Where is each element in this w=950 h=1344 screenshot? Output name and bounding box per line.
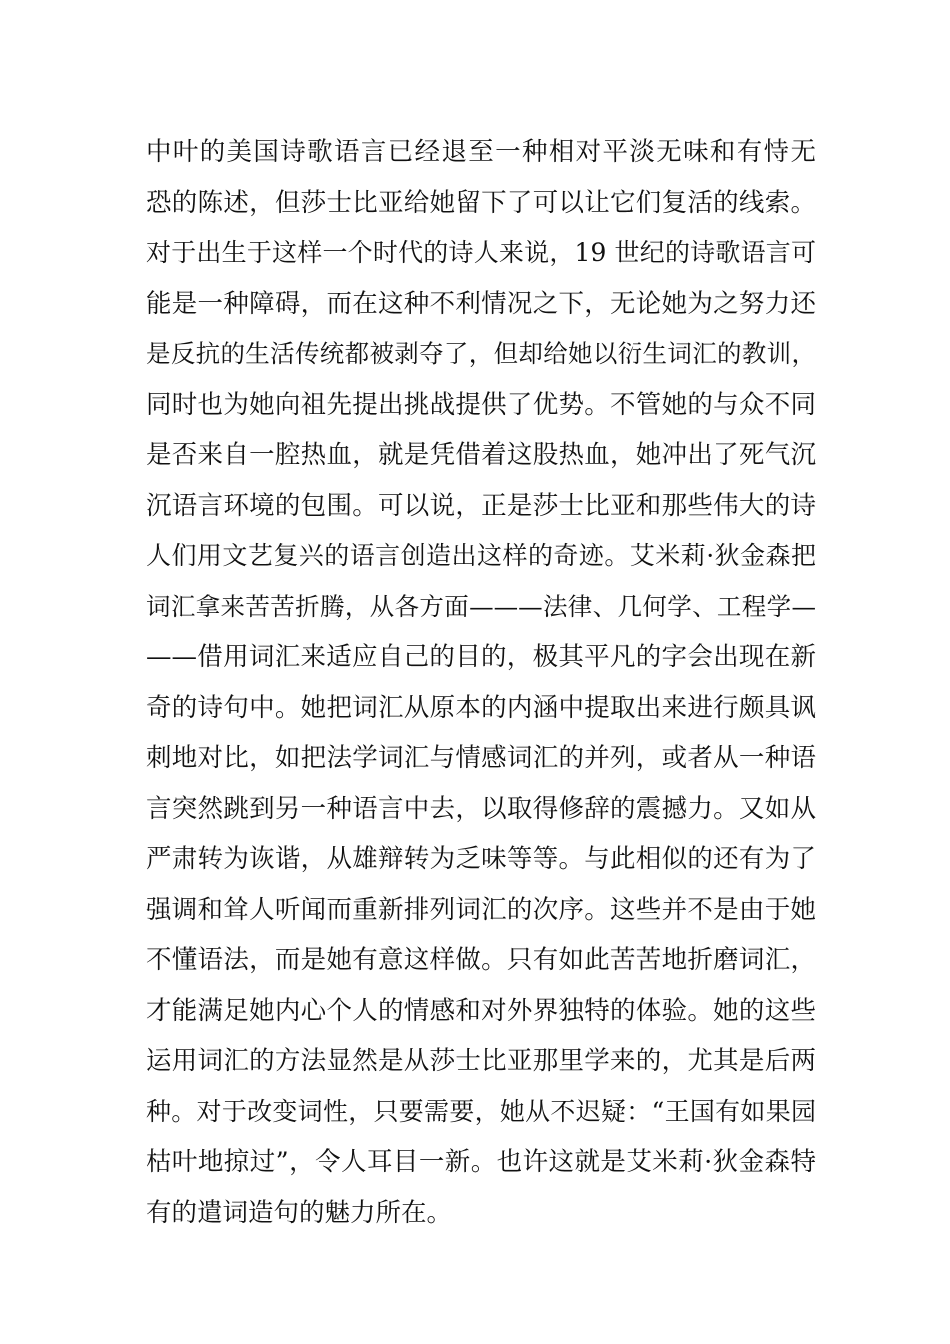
text-line: 人们用文艺复兴的语言创造出这样的奇迹。艾米莉·狄金森把 bbox=[146, 541, 816, 570]
text-line: 不懂语法，而是她有意这样做。只有如此苦苦地折磨词汇， bbox=[146, 945, 816, 975]
text-line: 能是一种障碍，而在这种不利情况之下，无论她为之努力还 bbox=[146, 288, 816, 319]
text-line: 沉语言环境的包围。可以说，正是莎士比亚和那些伟大的诗 bbox=[146, 490, 816, 521]
text-line: 种。对于改变词性，只要需要，她从不迟疑：“王国有如果园 bbox=[146, 1096, 816, 1126]
text-line: 是否来自一腔热血，就是凭借着这股热血，她冲出了死气沉 bbox=[146, 440, 816, 470]
text-line: 刺地对比，如把法学词汇与情感词汇的并列，或者从一种语 bbox=[146, 743, 816, 773]
text-line: 奇的诗句中。她把词汇从原本的内涵中提取出来进行颇具讽 bbox=[146, 692, 816, 723]
text-line: ——借用词汇来适应自己的目的，极其平凡的字会出现在新 bbox=[146, 642, 816, 672]
text-line: 枯叶地掠过”，令人耳目一新。也许这就是艾米莉·狄金森特 bbox=[146, 1147, 816, 1177]
text-line: 对于出生于这样一个时代的诗人来说，19 世纪的诗歌语言可 bbox=[146, 238, 816, 267]
text-line: 运用词汇的方法显然是从莎士比亚那里学来的，尤其是后两 bbox=[146, 1046, 816, 1076]
text-line: 有的遣词造句的魅力所在。 bbox=[146, 1197, 453, 1228]
text-line: 言突然跳到另一种语言中去，以取得修辞的震撼力。又如从 bbox=[146, 793, 816, 824]
text-line: 词汇拿来苦苦折腾，从各方面———法律、几何学、工程学— bbox=[146, 591, 816, 621]
text-line: 同时也为她向祖先提出挑战提供了优势。不管她的与众不同 bbox=[146, 389, 816, 420]
text-line: 中叶的美国诗歌语言已经退至一种相对平淡无味和有恃无 bbox=[146, 137, 816, 167]
body-text bbox=[146, 127, 816, 1238]
text-line: 恐的陈述，但莎士比亚给她留下了可以让它们复活的线索。 bbox=[146, 187, 816, 218]
text-line: 是反抗的生活传统都被剥夺了，但却给她以衍生词汇的教训， bbox=[146, 339, 816, 368]
text-line: 严肃转为诙谐，从雄辩转为乏味等等。与此相似的还有为了 bbox=[146, 844, 816, 874]
text-line: 才能满足她内心个人的情感和对外界独特的体验。她的这些 bbox=[146, 995, 816, 1026]
text-line: 强调和耸人听闻而重新排列词汇的次序。这些并不是由于她 bbox=[146, 894, 816, 925]
